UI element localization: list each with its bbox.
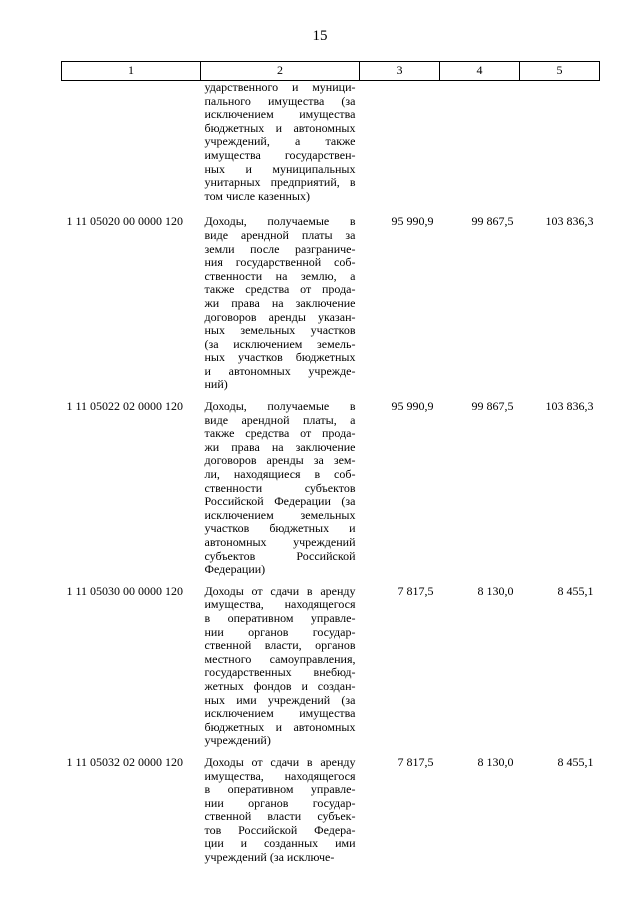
description-line: тов Российской Федера-	[204, 822, 356, 837]
budget-code-cell	[62, 81, 201, 213]
description-line: субъектов Российской	[204, 548, 356, 563]
description-line: в оперативном управле-	[204, 782, 356, 797]
description-line: том числе казенных)	[204, 188, 310, 203]
description-line: и автономных учрежде-	[204, 363, 356, 378]
revenue-description-cell	[201, 212, 360, 397]
description-line: ных участков бюджетных	[204, 350, 356, 365]
description-line: виде арендной платы за	[204, 227, 356, 242]
description-line: (за исключением земель-	[204, 336, 356, 351]
column-header-4: 4	[440, 62, 520, 81]
table-row	[62, 753, 600, 870]
description-line: Доходы от сдачи в аренду	[204, 754, 356, 769]
description-line: ции и созданных ими	[204, 836, 356, 851]
column-header-1: 1	[62, 62, 201, 81]
revenue-description-cell	[201, 397, 360, 582]
amount-year-2-cell: 99 867,5	[471, 399, 514, 414]
amount-year-2-cell: 99 867,5	[471, 214, 514, 229]
amount-year-2-cell: 8 130,0	[477, 754, 514, 769]
description-line: имущества, находящегося	[204, 768, 356, 783]
amount-year-3-cell	[520, 81, 600, 213]
description-line: Доходы, получаемые в	[204, 399, 356, 414]
description-line: Доходы, получаемые в	[204, 214, 356, 229]
description-line: Российской Федерации (за	[204, 494, 356, 509]
description-line: нии органов государ-	[204, 795, 356, 810]
description-line: ственной власти, органов	[204, 638, 356, 653]
description-line: учреждений, а также	[204, 134, 356, 149]
budget-code-cell: 1 11 05030 00 0000 120	[66, 583, 184, 598]
description-line: ния государственной соб-	[204, 255, 356, 270]
description-line: исключением земельных	[204, 507, 356, 522]
description-line: договоров аренды за зем-	[204, 453, 356, 468]
description-line: исключением имущества	[204, 107, 356, 122]
description-line: ных и муниципальных	[204, 161, 356, 176]
description-line: ний)	[204, 377, 228, 392]
amount-year-1-cell: 95 990,9	[391, 214, 434, 229]
description-line: ли, находящиеся в соб-	[204, 467, 356, 482]
amount-year-1-cell: 7 817,5	[397, 754, 434, 769]
amount-year-3-cell: 103 836,3	[545, 399, 594, 414]
amount-year-3-cell: 103 836,3	[545, 214, 594, 229]
amount-year-1-cell: 95 990,9	[391, 399, 434, 414]
description-line: бюджетных и автономных	[204, 120, 356, 135]
description-line: учреждений (за исключе-	[204, 850, 335, 865]
column-header-5: 5	[520, 62, 600, 81]
description-line: ных ими учреждений (за	[204, 692, 356, 707]
revenue-description-cell	[201, 753, 360, 870]
budget-code-cell: 1 11 05020 00 0000 120	[66, 214, 184, 229]
description-line: унитарных предприятий, в	[204, 175, 356, 190]
description-line: местного самоуправления,	[204, 651, 356, 666]
description-line: ственности субъектов	[204, 480, 356, 495]
revenue-description-cell	[201, 81, 360, 213]
description-line: участков бюджетных и	[204, 521, 356, 536]
description-line: государственных внебюд-	[204, 665, 356, 680]
description-line: нии органов государ-	[204, 624, 356, 639]
description-line: жетных фондов и создан-	[204, 678, 356, 693]
budget-revenue-table	[61, 61, 600, 870]
table-row	[62, 212, 600, 397]
column-header-3: 3	[360, 62, 440, 81]
description-line: Доходы от сдачи в аренду	[204, 583, 356, 598]
budget-code-cell: 1 11 05022 02 0000 120	[66, 399, 184, 414]
description-line: ственности на землю, а	[204, 268, 356, 283]
amount-year-3-cell: 8 455,1	[557, 754, 594, 769]
table-body	[62, 81, 600, 870]
description-line: пального имущества (за	[204, 93, 356, 108]
table-row	[62, 397, 600, 582]
amount-year-1-cell: 7 817,5	[397, 583, 434, 598]
description-line: виде арендной платы, а	[204, 412, 356, 427]
description-line: автономных учреждений	[204, 535, 356, 549]
amount-year-2-cell	[440, 81, 520, 213]
table-header	[62, 62, 600, 81]
description-line: жи права на заключение	[204, 439, 356, 454]
description-line: ных земельных участков	[204, 323, 356, 338]
description-line: бюджетных и автономных	[204, 719, 356, 734]
budget-code-cell: 1 11 05032 02 0000 120	[66, 754, 184, 769]
description-line: земли после разграниче-	[204, 241, 356, 256]
description-line: жи права на заключение	[204, 295, 356, 310]
amount-year-3-cell: 8 455,1	[557, 583, 594, 598]
description-line: ственной власти субъек-	[204, 809, 356, 824]
description-line: ударственного и муници-	[204, 80, 356, 94]
column-header-2: 2	[201, 62, 360, 81]
description-line: Федерации)	[204, 562, 266, 577]
description-line: договоров аренды указан-	[204, 309, 356, 324]
description-line: в оперативном управле-	[204, 610, 356, 625]
table-row	[62, 582, 600, 753]
description-line: учреждений)	[204, 733, 271, 748]
description-line: также средства от прода-	[204, 282, 356, 297]
description-line: имущества государствен-	[204, 147, 356, 162]
description-line: имущества, находящегося	[204, 597, 356, 612]
revenue-description-cell	[201, 582, 360, 753]
amount-year-1-cell	[360, 81, 440, 213]
description-line: исключением имущества	[204, 706, 356, 721]
amount-year-2-cell: 8 130,0	[477, 583, 514, 598]
page-number: 15	[312, 28, 328, 44]
description-line: также средства от прода-	[204, 426, 356, 441]
table-row	[62, 81, 600, 213]
